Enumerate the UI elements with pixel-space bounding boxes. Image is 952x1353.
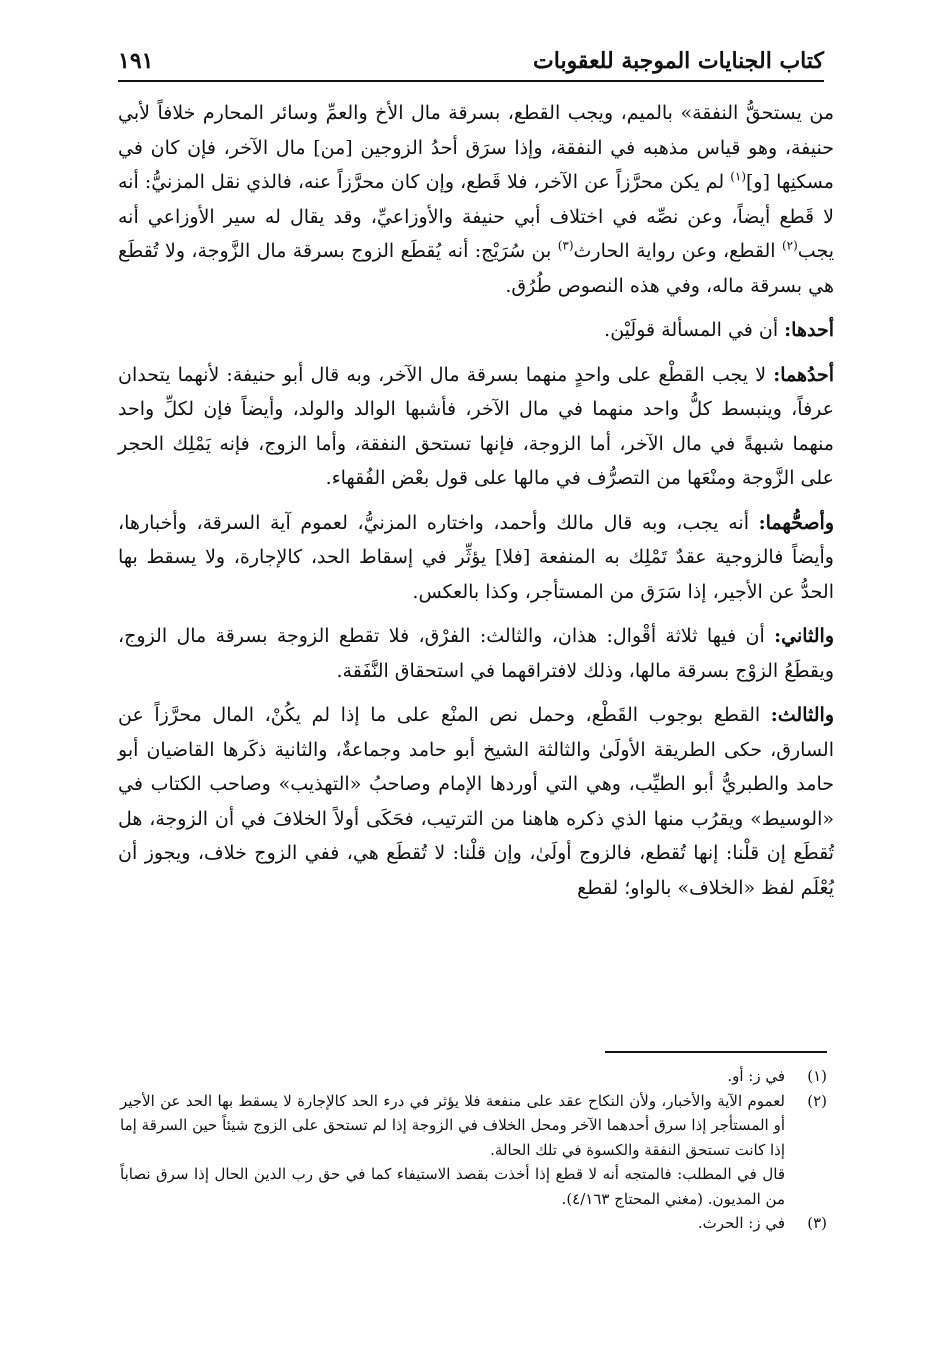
- paragraph-lead: والثاني:: [774, 625, 834, 647]
- paragraph-lead: والثالث:: [770, 704, 834, 726]
- footnotes: [120, 1064, 827, 1236]
- running-header: [118, 38, 824, 82]
- footnote-2: [120, 1089, 827, 1163]
- running-header-title: كتاب الجنايات الموجبة للعقوبات: [533, 48, 824, 74]
- footnote-number: (٢): [807, 1091, 827, 1110]
- paragraph-third-method: [118, 698, 834, 905]
- footnote-text: في ز: الحرث.: [697, 1214, 785, 1232]
- footnote-divider: [605, 1051, 827, 1053]
- paragraph-lead: أحدُهما:: [773, 363, 834, 386]
- footnote-ref-2: (٢): [781, 238, 798, 253]
- main-text: [118, 96, 834, 915]
- paragraph-intro: [118, 96, 834, 303]
- paragraph-text: القطع بوجوب القَطْع، وحمل نص المنْع على ما إذا لم يكُنْ، المال محرَّزاً عن السارق، حكى الطريقة الأولَىٰ والثالثة الشيخ أبو حامد وجماعةٌ، والثانية ذكَرها القاضيان أبو حامد والطبريُّ أبو الطيِّب، وهي التي أوردها الإمام وصاحبُ «التهذيب» وصاحب الكتاب في «الوسيط» ويقرُب منها الذي ذكره هاهنا من الترتيب، فحَكَى أولاً الخلافَ في أن الزوجة، هل تُقطَع إن قلْنا: إنها تُقطع، فالزوج أولَىٰ، وإن قلْنا: لا تُقطَع هي، ففي الزوج خلاف، ويجوز أن يُعْلَم لفظ «الخلاف» بالواو؛ لقطع: [118, 704, 834, 899]
- paragraph-second-method: [118, 619, 834, 688]
- paragraph-text: أن فيها ثلاثة أقْوال: هذان، والثالث: الفرْق، فلا تقطع الزوجة بسرقة مال الزوج، ويقطَعُ الزوْج بسرقة مالها، وذلك لافتراقهما في استحقاق النَّفَقة.: [118, 625, 834, 682]
- paragraph-lead: أحدها:: [784, 319, 834, 341]
- footnote-text: في ز: أو.: [727, 1067, 785, 1085]
- footnote-ref-1: (١): [730, 169, 747, 184]
- paragraph-sounder-opinion: [118, 506, 834, 610]
- text-segment: لم يكن محرَّزاً عن الآخر، فلا قَطع، وإن كان محرَّزاً عنه، فالذي نقل المزنيُّ: أنه لا قَطع أيضاً، وعن نصِّه في اختلاف أبي حنيفة والأوزاعيِّ، وقد يقال له سير الأوزاعي أنه يجب: [118, 171, 834, 262]
- paragraph-lead: وأصحُّهما:: [758, 511, 834, 534]
- footnote-text: لعموم الآية والأخبار، ولأن النكاح عقد على منفعة فلا يؤثر في درء الحد كالإجارة لا يسقط بها الحد عن الأجير أو المستأجر إذا سرق أحدهما الآخر ومحل الخلاف في الزوجة إذا لم تستحق على الزوج شيئاً حين السرقة إما إذا كانت تستحق النفقة والكسوة في تلك الحالة.: [120, 1091, 785, 1159]
- paragraph-text: لا يجب القطْع على واحدٍ منهما بسرقة مال الآخر، وبه قال أبو حنيفة: لأنهما يتحدان عرفاً، وينبسط كلُّ واحد منهما في مال الآخر، فأشبها الوالد والولد، وأيضاً فإن لكلِّ واحد منهما شبهةً في مال الآخر، أما الزوجة، فإنها تستحق النفقة، وأما الزوج، فإنه يَمْلِك الحجر على الزَّوجة ومنْعَها من التصرُّف في مالها على قول بعْض الفُقهاء.: [118, 363, 834, 489]
- paragraph-first-opinion: [118, 358, 834, 496]
- footnote-ref-3: (٣): [557, 238, 574, 253]
- footnote-3: [120, 1211, 827, 1236]
- footnote-1: [120, 1064, 827, 1089]
- paragraph-first-method: [118, 313, 834, 348]
- footnote-number: (٣): [807, 1214, 827, 1232]
- paragraph-text: أنه يجب، وبه قال مالك وأحمد، واختاره المزنيُّ، لعموم آية السرقة، وأخبارها، وأيضاً فالزوجية عقدٌ تَمْلِك به المنفعة [فلا] يؤثِّر في إسقاط الحد، كالإجارة، ولا يسقط بها الحدُّ عن الأجير، إذا سَرَق من المستأجر، وكذا بالعكس.: [118, 511, 834, 603]
- paragraph-text: أن في المسألة قولَيْن.: [604, 319, 785, 341]
- footnote-2-continuation: قال في المطلب: فالمتجه أنه لا قطع إذا أخذت بقصد الاستيفاء كما في حق رب الدين الحال إذا سرق نصاباً من المديون. (مغني المحتاج ٤/١٦٣).: [120, 1165, 785, 1208]
- page-number: ١٩١: [118, 48, 154, 74]
- text-segment: من يستحقُّ النفقة» بالميم، ويجب القطع، بسرقة مال الأخ والعمِّ وسائر المحارم خلافاً لأبي حنيفة، وهو قياس مذهبه في النفقة، وإذا سرَق أحدُ الزوجين [من] مال الآخر، فإن كان في مسكنِها [و]: [118, 102, 834, 193]
- text-segment: القطع، وعن رواية الحارث: [573, 240, 782, 262]
- text-segment: بن سُرَيْج: أنه يُقطَع الزوج بسرقة مال الزَّوجة، ولا تُقطَع هي بسرقة ماله، وفي هذه النصوص طُرُق.: [118, 240, 834, 297]
- footnote-number: (١): [807, 1067, 827, 1085]
